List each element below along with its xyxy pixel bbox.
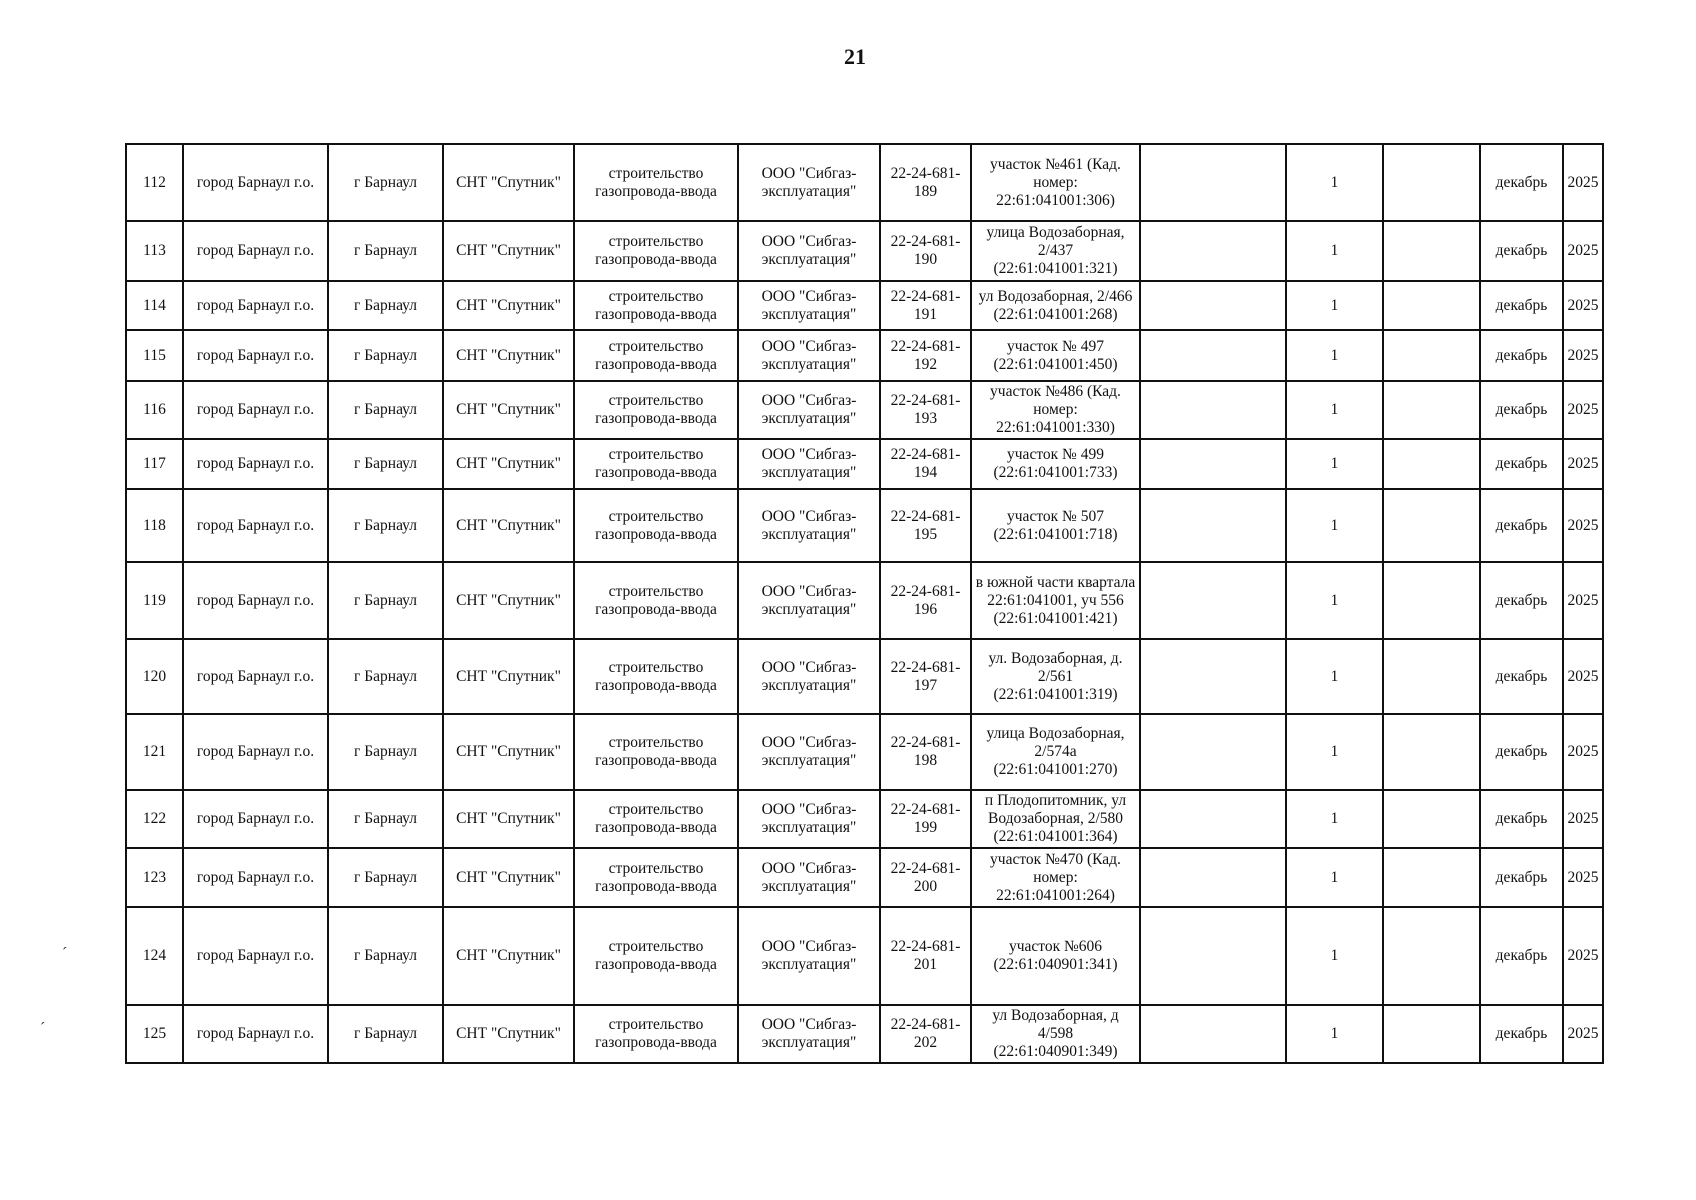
empty-cell-cell	[1140, 489, 1286, 562]
row-number-cell: 120	[126, 639, 183, 714]
snt-name-cell: СНТ "Спутник"	[443, 144, 574, 221]
row-number-cell: 116	[126, 381, 183, 439]
operator-cell: ООО "Сибгаз-эксплуатация"	[738, 907, 880, 1005]
year-cell: 2025	[1563, 562, 1603, 639]
locality-cell: г Барнаул	[328, 281, 443, 330]
snt-name-cell: СНТ "Спутник"	[443, 790, 574, 848]
page-number: 21	[844, 44, 866, 69]
snt-name-cell: СНТ "Спутник"	[443, 1005, 574, 1063]
snt-name-cell: СНТ "Спутник"	[443, 489, 574, 562]
snt-name-cell: СНТ "Спутник"	[443, 381, 574, 439]
municipality-cell: город Барнаул г.о.	[183, 714, 328, 790]
operator-cell: ООО "Сибгаз-эксплуатация"	[738, 281, 880, 330]
municipality-cell: город Барнаул г.о.	[183, 144, 328, 221]
municipality-cell: город Барнаул г.о.	[183, 489, 328, 562]
quantity-cell: 1	[1286, 1005, 1383, 1063]
snt-name-cell: СНТ "Спутник"	[443, 639, 574, 714]
table-row	[126, 489, 1603, 562]
snt-name-cell: СНТ "Спутник"	[443, 848, 574, 907]
year-cell: 2025	[1563, 144, 1603, 221]
register-body	[126, 144, 1603, 1063]
row-number-cell: 112	[126, 144, 183, 221]
quantity-cell: 1	[1286, 562, 1383, 639]
empty-cell-cell	[1140, 907, 1286, 1005]
table-row	[126, 848, 1603, 907]
municipality-cell: город Барнаул г.о.	[183, 1005, 328, 1063]
object-code-cell: 22-24-681-196	[880, 562, 971, 639]
quantity-cell: 1	[1286, 907, 1383, 1005]
table-row	[126, 439, 1603, 489]
operator-cell: ООО "Сибгаз-эксплуатация"	[738, 381, 880, 439]
quantity-cell: 1	[1286, 144, 1383, 221]
row-number-cell: 119	[126, 562, 183, 639]
object-code-cell: 22-24-681-191	[880, 281, 971, 330]
locality-cell: г Барнаул	[328, 562, 443, 639]
address-cell: участок №606 (22:61:040901:341)	[971, 907, 1140, 1005]
locality-cell: г Барнаул	[328, 439, 443, 489]
object-code-cell: 22-24-681-199	[880, 790, 971, 848]
snt-name-cell: СНТ "Спутник"	[443, 330, 574, 381]
row-number-cell: 114	[126, 281, 183, 330]
table-row	[126, 330, 1603, 381]
year-cell: 2025	[1563, 1005, 1603, 1063]
month-cell: декабрь	[1480, 639, 1563, 714]
operator-cell: ООО "Сибгаз-эксплуатация"	[738, 144, 880, 221]
locality-cell: г Барнаул	[328, 790, 443, 848]
empty-cell-cell	[1383, 714, 1480, 790]
empty-cell-cell	[1140, 562, 1286, 639]
empty-cell-cell	[1383, 639, 1480, 714]
work-type-cell: строительство газопровода-ввода	[574, 848, 738, 907]
quantity-cell: 1	[1286, 714, 1383, 790]
table-row	[126, 907, 1603, 1005]
month-cell: декабрь	[1480, 1005, 1563, 1063]
object-code-cell: 22-24-681-195	[880, 489, 971, 562]
month-cell: декабрь	[1480, 489, 1563, 562]
snt-name-cell: СНТ "Спутник"	[443, 714, 574, 790]
municipality-cell: город Барнаул г.о.	[183, 221, 328, 281]
empty-cell-cell	[1383, 439, 1480, 489]
month-cell: декабрь	[1480, 330, 1563, 381]
quantity-cell: 1	[1286, 221, 1383, 281]
empty-cell-cell	[1383, 790, 1480, 848]
object-code-cell: 22-24-681-202	[880, 1005, 971, 1063]
municipality-cell: город Барнаул г.о.	[183, 439, 328, 489]
locality-cell: г Барнаул	[328, 144, 443, 221]
address-cell: улица Водозаборная, 2/437 (22:61:041001:321)	[971, 221, 1140, 281]
quantity-cell: 1	[1286, 330, 1383, 381]
work-type-cell: строительство газопровода-ввода	[574, 639, 738, 714]
row-number-cell: 123	[126, 848, 183, 907]
object-code-cell: 22-24-681-193	[880, 381, 971, 439]
table-row	[126, 714, 1603, 790]
work-type-cell: строительство газопровода-ввода	[574, 714, 738, 790]
object-code-cell: 22-24-681-189	[880, 144, 971, 221]
work-type-cell: строительство газопровода-ввода	[574, 381, 738, 439]
operator-cell: ООО "Сибгаз-эксплуатация"	[738, 790, 880, 848]
work-type-cell: строительство газопровода-ввода	[574, 330, 738, 381]
operator-cell: ООО "Сибгаз-эксплуатация"	[738, 639, 880, 714]
object-code-cell: 22-24-681-194	[880, 439, 971, 489]
work-type-cell: строительство газопровода-ввода	[574, 562, 738, 639]
work-type-cell: строительство газопровода-ввода	[574, 1005, 738, 1063]
quantity-cell: 1	[1286, 790, 1383, 848]
empty-cell-cell	[1383, 489, 1480, 562]
operator-cell: ООО "Сибгаз-эксплуатация"	[738, 562, 880, 639]
municipality-cell: город Барнаул г.о.	[183, 381, 328, 439]
table-row	[126, 144, 1603, 221]
row-number-cell: 118	[126, 489, 183, 562]
object-code-cell: 22-24-681-197	[880, 639, 971, 714]
empty-cell-cell	[1140, 848, 1286, 907]
snt-name-cell: СНТ "Спутник"	[443, 439, 574, 489]
snt-name-cell: СНТ "Спутник"	[443, 907, 574, 1005]
empty-cell-cell	[1383, 330, 1480, 381]
empty-cell-cell	[1140, 1005, 1286, 1063]
year-cell: 2025	[1563, 639, 1603, 714]
quantity-cell: 1	[1286, 639, 1383, 714]
operator-cell: ООО "Сибгаз-эксплуатация"	[738, 489, 880, 562]
snt-name-cell: СНТ "Спутник"	[443, 221, 574, 281]
table-row	[126, 381, 1603, 439]
locality-cell: г Барнаул	[328, 848, 443, 907]
address-cell: участок № 499 (22:61:041001:733)	[971, 439, 1140, 489]
locality-cell: г Барнаул	[328, 639, 443, 714]
quantity-cell: 1	[1286, 439, 1383, 489]
table-row	[126, 281, 1603, 330]
municipality-cell: город Барнаул г.о.	[183, 790, 328, 848]
operator-cell: ООО "Сибгаз-эксплуатация"	[738, 439, 880, 489]
table-row	[126, 639, 1603, 714]
work-type-cell: строительство газопровода-ввода	[574, 439, 738, 489]
row-number-cell: 115	[126, 330, 183, 381]
month-cell: декабрь	[1480, 562, 1563, 639]
table-row	[126, 221, 1603, 281]
year-cell: 2025	[1563, 790, 1603, 848]
address-cell: участок №486 (Кад. номер: 22:61:041001:330)	[971, 381, 1140, 439]
month-cell: декабрь	[1480, 221, 1563, 281]
empty-cell-cell	[1383, 562, 1480, 639]
row-number-cell: 122	[126, 790, 183, 848]
scan-speck: ˊ	[62, 945, 68, 962]
address-cell: в южной части квартала 22:61:041001, уч 556 (22:61:041001:421)	[971, 562, 1140, 639]
address-cell: ул. Водозаборная, д. 2/561 (22:61:041001:319)	[971, 639, 1140, 714]
empty-cell-cell	[1383, 907, 1480, 1005]
locality-cell: г Барнаул	[328, 907, 443, 1005]
work-type-cell: строительство газопровода-ввода	[574, 144, 738, 221]
empty-cell-cell	[1140, 281, 1286, 330]
month-cell: декабрь	[1480, 790, 1563, 848]
address-cell: улица Водозаборная, 2/574а (22:61:041001:270)	[971, 714, 1140, 790]
year-cell: 2025	[1563, 281, 1603, 330]
locality-cell: г Барнаул	[328, 714, 443, 790]
empty-cell-cell	[1140, 714, 1286, 790]
object-code-cell: 22-24-681-190	[880, 221, 971, 281]
empty-cell-cell	[1140, 381, 1286, 439]
work-type-cell: строительство газопровода-ввода	[574, 907, 738, 1005]
year-cell: 2025	[1563, 439, 1603, 489]
row-number-cell: 121	[126, 714, 183, 790]
empty-cell-cell	[1140, 144, 1286, 221]
quantity-cell: 1	[1286, 848, 1383, 907]
address-cell: п Плодопитомник, ул Водозаборная, 2/580 (22:61:041001:364)	[971, 790, 1140, 848]
scan-speck: ˊ	[40, 1020, 46, 1037]
object-code-cell: 22-24-681-201	[880, 907, 971, 1005]
locality-cell: г Барнаул	[328, 330, 443, 381]
municipality-cell: город Барнаул г.о.	[183, 848, 328, 907]
address-cell: ул Водозаборная, 2/466 (22:61:041001:268)	[971, 281, 1140, 330]
empty-cell-cell	[1140, 330, 1286, 381]
municipality-cell: город Барнаул г.о.	[183, 281, 328, 330]
empty-cell-cell	[1383, 848, 1480, 907]
year-cell: 2025	[1563, 330, 1603, 381]
locality-cell: г Барнаул	[328, 1005, 443, 1063]
year-cell: 2025	[1563, 221, 1603, 281]
address-cell: участок № 507 (22:61:041001:718)	[971, 489, 1140, 562]
empty-cell-cell	[1383, 381, 1480, 439]
row-number-cell: 125	[126, 1005, 183, 1063]
object-code-cell: 22-24-681-198	[880, 714, 971, 790]
address-cell: участок № 497 (22:61:041001:450)	[971, 330, 1140, 381]
empty-cell-cell	[1383, 281, 1480, 330]
operator-cell: ООО "Сибгаз-эксплуатация"	[738, 1005, 880, 1063]
snt-name-cell: СНТ "Спутник"	[443, 281, 574, 330]
year-cell: 2025	[1563, 489, 1603, 562]
address-cell: участок №470 (Кад. номер: 22:61:041001:264)	[971, 848, 1140, 907]
row-number-cell: 117	[126, 439, 183, 489]
year-cell: 2025	[1563, 848, 1603, 907]
operator-cell: ООО "Сибгаз-эксплуатация"	[738, 330, 880, 381]
month-cell: декабрь	[1480, 439, 1563, 489]
empty-cell-cell	[1140, 790, 1286, 848]
municipality-cell: город Барнаул г.о.	[183, 562, 328, 639]
object-code-cell: 22-24-681-200	[880, 848, 971, 907]
row-number-cell: 124	[126, 907, 183, 1005]
empty-cell-cell	[1140, 221, 1286, 281]
empty-cell-cell	[1383, 221, 1480, 281]
operator-cell: ООО "Сибгаз-эксплуатация"	[738, 221, 880, 281]
month-cell: декабрь	[1480, 848, 1563, 907]
table-row	[126, 562, 1603, 639]
work-type-cell: строительство газопровода-ввода	[574, 221, 738, 281]
year-cell: 2025	[1563, 907, 1603, 1005]
work-type-cell: строительство газопровода-ввода	[574, 790, 738, 848]
operator-cell: ООО "Сибгаз-эксплуатация"	[738, 714, 880, 790]
empty-cell-cell	[1383, 1005, 1480, 1063]
register-table	[125, 143, 1604, 1064]
snt-name-cell: СНТ "Спутник"	[443, 562, 574, 639]
municipality-cell: город Барнаул г.о.	[183, 907, 328, 1005]
empty-cell-cell	[1383, 144, 1480, 221]
locality-cell: г Барнаул	[328, 381, 443, 439]
quantity-cell: 1	[1286, 281, 1383, 330]
operator-cell: ООО "Сибгаз-эксплуатация"	[738, 848, 880, 907]
empty-cell-cell	[1140, 639, 1286, 714]
locality-cell: г Барнаул	[328, 221, 443, 281]
month-cell: декабрь	[1480, 714, 1563, 790]
table-row	[126, 1005, 1603, 1063]
month-cell: декабрь	[1480, 907, 1563, 1005]
locality-cell: г Барнаул	[328, 489, 443, 562]
table-row	[126, 790, 1603, 848]
object-code-cell: 22-24-681-192	[880, 330, 971, 381]
quantity-cell: 1	[1286, 489, 1383, 562]
row-number-cell: 113	[126, 221, 183, 281]
municipality-cell: город Барнаул г.о.	[183, 639, 328, 714]
year-cell: 2025	[1563, 381, 1603, 439]
quantity-cell: 1	[1286, 381, 1383, 439]
work-type-cell: строительство газопровода-ввода	[574, 489, 738, 562]
address-cell: ул Водозаборная, д 4/598 (22:61:040901:349)	[971, 1005, 1140, 1063]
month-cell: декабрь	[1480, 381, 1563, 439]
month-cell: декабрь	[1480, 144, 1563, 221]
month-cell: декабрь	[1480, 281, 1563, 330]
address-cell: участок №461 (Кад. номер: 22:61:041001:306)	[971, 144, 1140, 221]
work-type-cell: строительство газопровода-ввода	[574, 281, 738, 330]
empty-cell-cell	[1140, 439, 1286, 489]
municipality-cell: город Барнаул г.о.	[183, 330, 328, 381]
year-cell: 2025	[1563, 714, 1603, 790]
